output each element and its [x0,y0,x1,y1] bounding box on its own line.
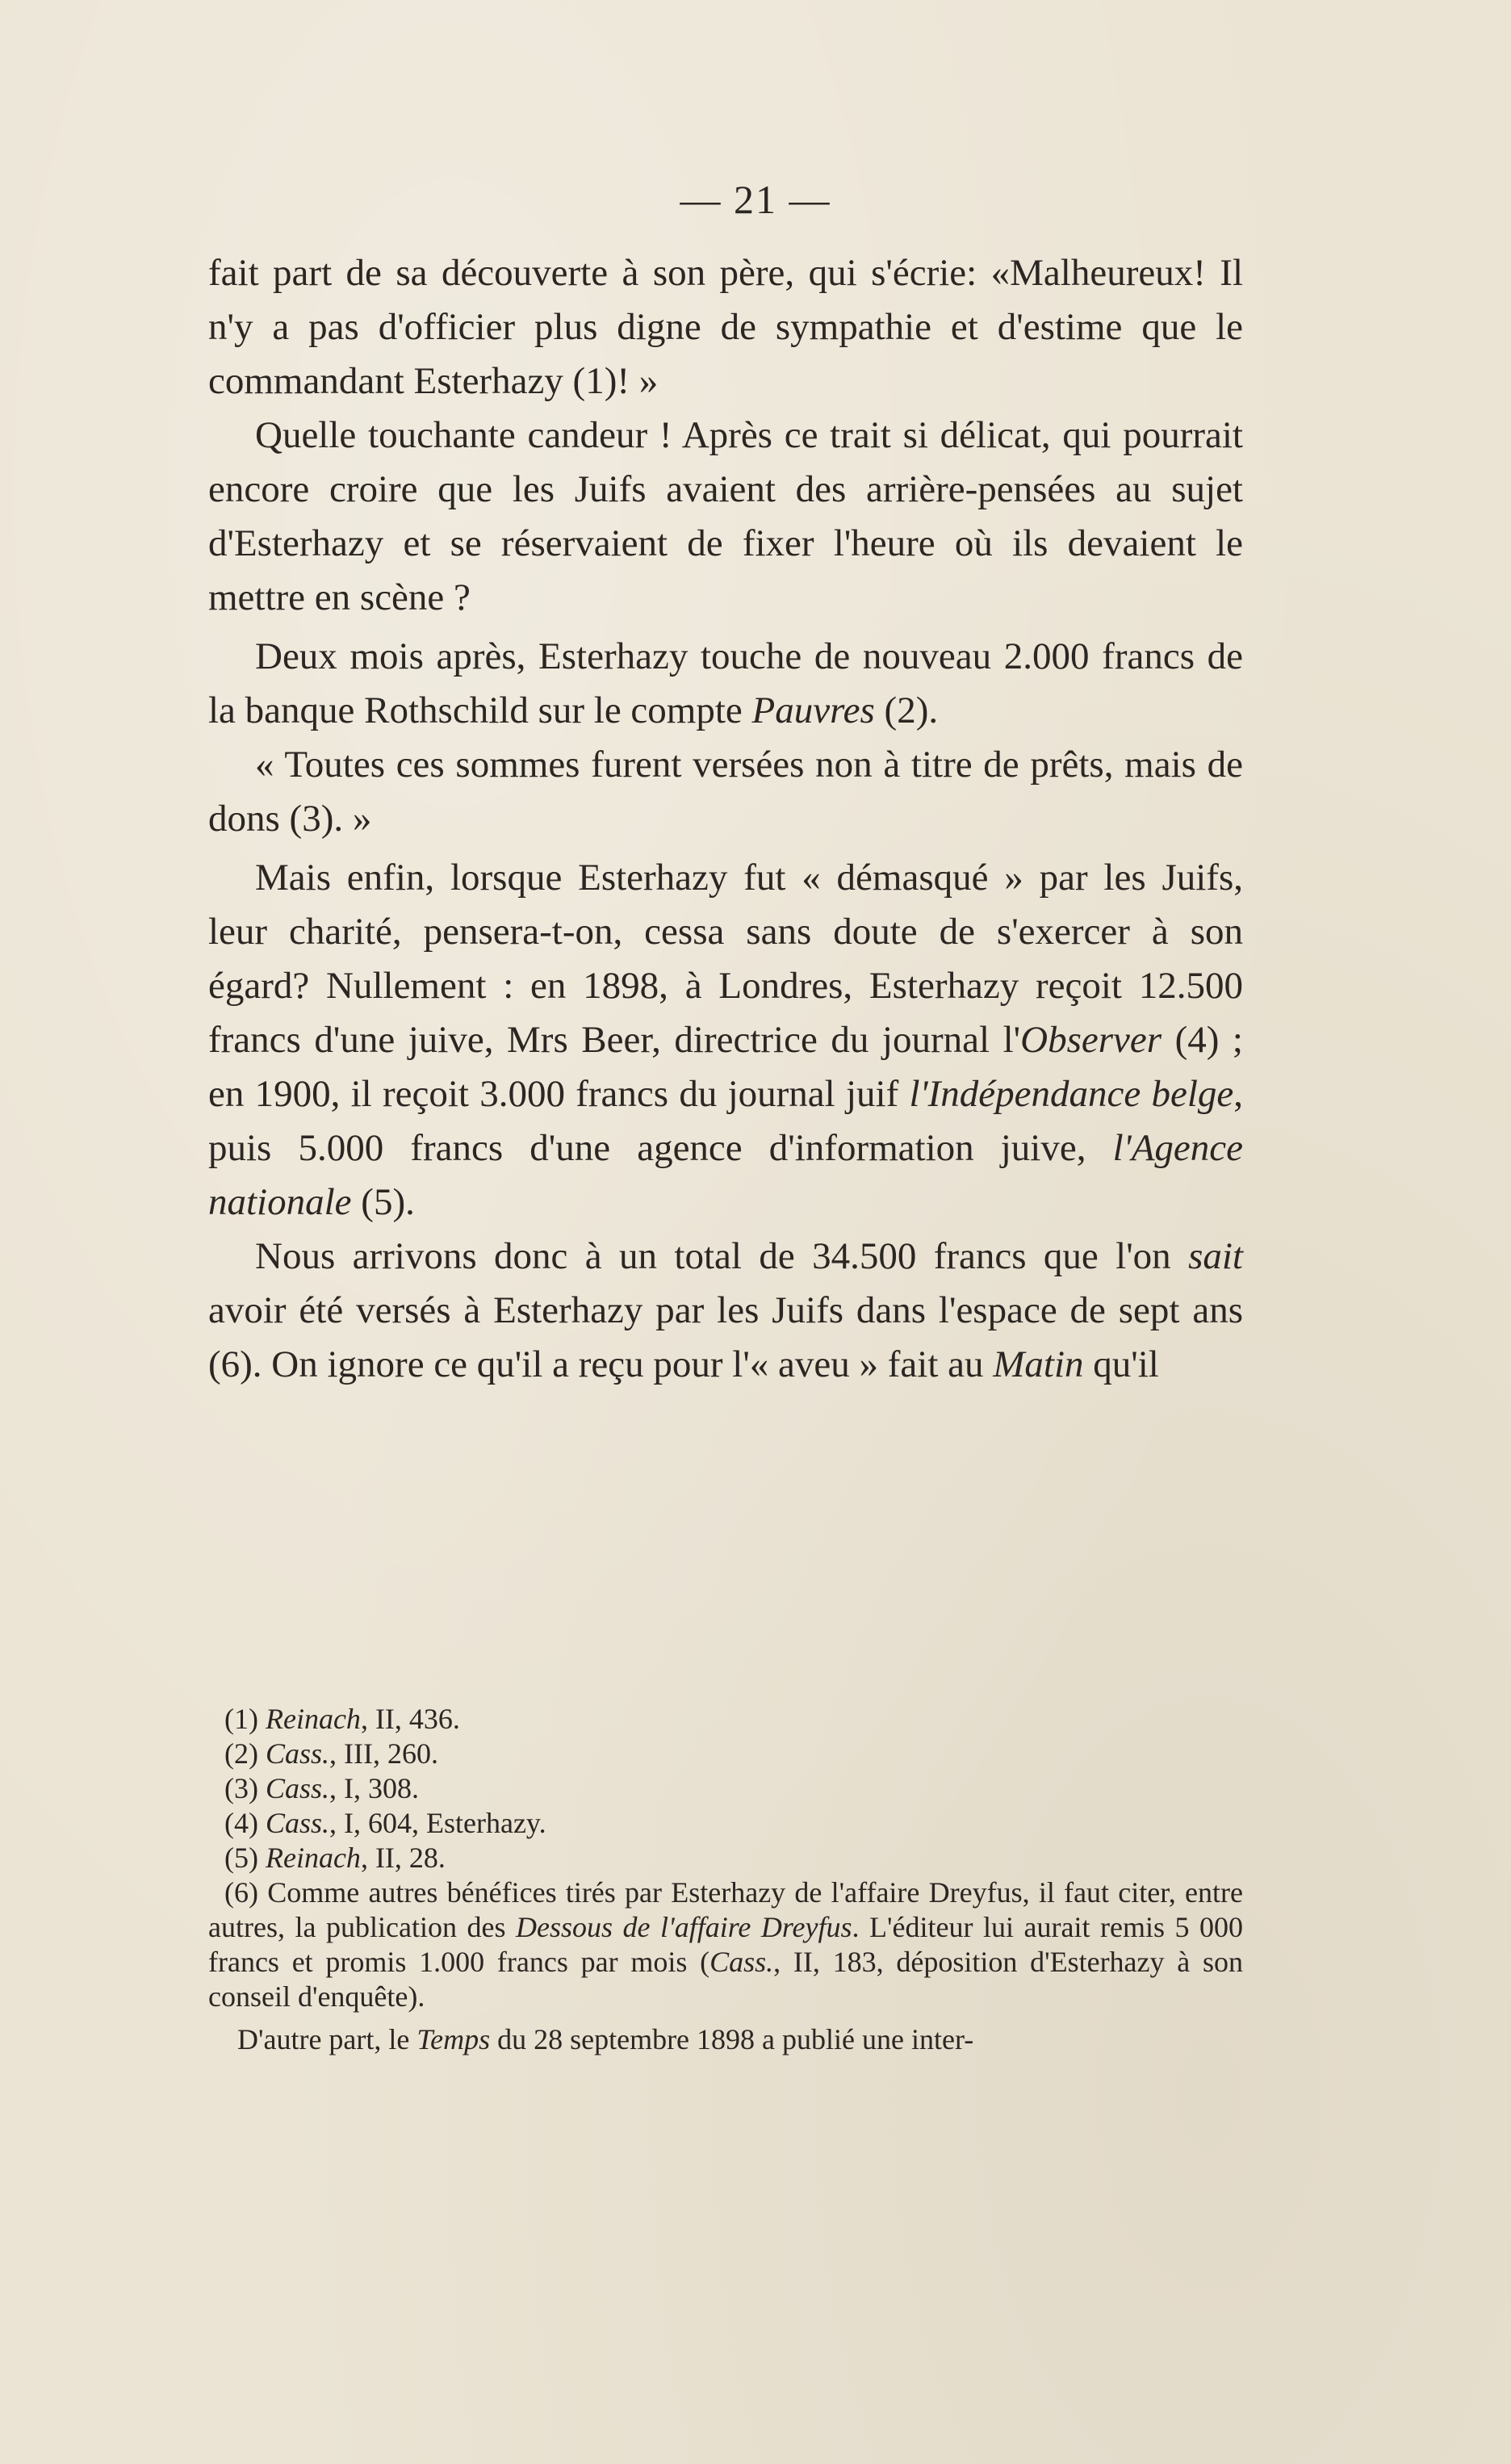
paragraph-1: fait part de sa découverte à son père, qui s'écrie: «Malheureux! Il n'y a pas d'officier plus digne de sympathie et d'estime que le commandant Esterhazy (1)! » [208,252,1243,402]
footnote-3-ref: , I, 308. [329,1772,420,1804]
footnote-6-part3: , II, 183, déposition d'Esterhazy à son conseil d'enquête). [208,1946,1243,2013]
footnote-6-dessous: Dessous de l'affaire Dreyfus [515,1911,852,1943]
footnote-5-source: Reinach [265,1842,361,1874]
footnotes [208,1702,1243,2057]
footnote-4-ref: , I, 604, Esterhazy. [329,1807,546,1839]
paragraph-6 [208,1230,1243,1392]
footnote-2-source: Cass. [265,1737,330,1770]
paragraph-5 [208,851,1243,1230]
footnote-5-ref: , II, 28. [360,1842,446,1874]
paragraph-3 [208,630,1243,738]
paragraph-3-text: Deux mois après, Esterhazy touche de nouveau 2.000 francs de la banque Rothschild sur le compte [208,635,1243,731]
paragraph-6-sait: sait [1188,1235,1243,1277]
paragraph-5-part4: (5). [351,1181,415,1223]
paragraph-5-agence: l'Agence nationale [208,1127,1243,1223]
paragraph-6-part3: qu'il [1083,1343,1159,1385]
footnote-4 [208,1806,1243,1841]
paragraph-6-part2: avoir été versés à Esterhazy par les Juifs dans l'espace de sept ans (6). On ignore ce qu'il a reçu pour l'« aveu » fait au [208,1289,1243,1385]
paragraph-5-observer: Observer [1020,1019,1162,1061]
paragraph-2: Quelle touchante candeur ! Après ce trait si délicat, qui pourrait encore croire que les Juifs avaient des arrière-pensées au sujet d'Esterhazy et se réservaient de fixer l'heure où ils devaient le mettre en scène ? [208,414,1243,618]
footnote-6 [208,1875,1243,2014]
footnote-4-source: Cass. [265,1807,330,1839]
paragraph-3-italic: Pauvres [751,689,875,731]
paragraph-5-part1: Mais enfin, lorsque Esterhazy fut « démasqué » par les Juifs, leur charité, pensera-t-on, cessa sans doute de s'exercer à son égard? Nullement : en 1898, à Londres, Esterhazy reçoit 12.500 francs d'une juive, Mrs Beer, directrice du journal l' [208,857,1243,1061]
footnote-1-source: Reinach [265,1703,361,1735]
footnote-6-part1: (6) Comme autres bénéfices tirés par Esterhazy de l'affaire Dreyfus, il faut citer, entre autres, la publication des [208,1876,1243,1943]
footnote-continuation [208,2022,1243,2057]
footnote-5 [208,1841,1243,1875]
paragraph-5-part3: , puis 5.000 francs d'une agence d'information juive, [208,1073,1243,1169]
footnote-3 [208,1771,1243,1806]
paragraph-5-part2: (4) ; en 1900, il reçoit 3.000 francs du journal juif [208,1019,1243,1115]
footnote-7-part2: du 28 septembre 1898 a publié une inter- [490,2023,974,2055]
footnote-2-num: (2) [224,1737,266,1770]
paragraph-4: « Toutes ces sommes furent versées non à titre de prêts, mais de dons (3). » [208,744,1243,840]
footnote-3-num: (3) [224,1772,266,1804]
footnote-7-part1: D'autre part, le [237,2023,417,2055]
main-text [208,246,1243,1392]
footnote-1-ref: , II, 436. [360,1703,460,1735]
paragraph-6-part1: Nous arrivons donc à un total de 34.500 francs que l'on [255,1235,1189,1277]
paragraph-5-independance: l'Indépendance belge [909,1073,1234,1115]
footnote-1 [208,1702,1243,1737]
paragraph-3-ref: (2). [874,689,939,731]
footnote-2 [208,1737,1243,1771]
footnote-6-part2: . L'éditeur lui aurait remis 5 000 francs et promis 1.000 francs par mois ( [208,1911,1244,1978]
footnote-5-num: (5) [224,1842,266,1874]
footnote-6-cass: Cass. [709,1946,774,1978]
paragraph-6-matin: Matin [993,1343,1084,1385]
footnote-7-temps: Temps [416,2023,491,2055]
footnote-2-ref: , III, 260. [329,1737,438,1770]
page-number: — 21 — [680,177,831,222]
footnote-4-num: (4) [224,1807,266,1839]
footnote-3-source: Cass. [265,1772,330,1804]
footnote-1-num: (1) [224,1703,266,1735]
